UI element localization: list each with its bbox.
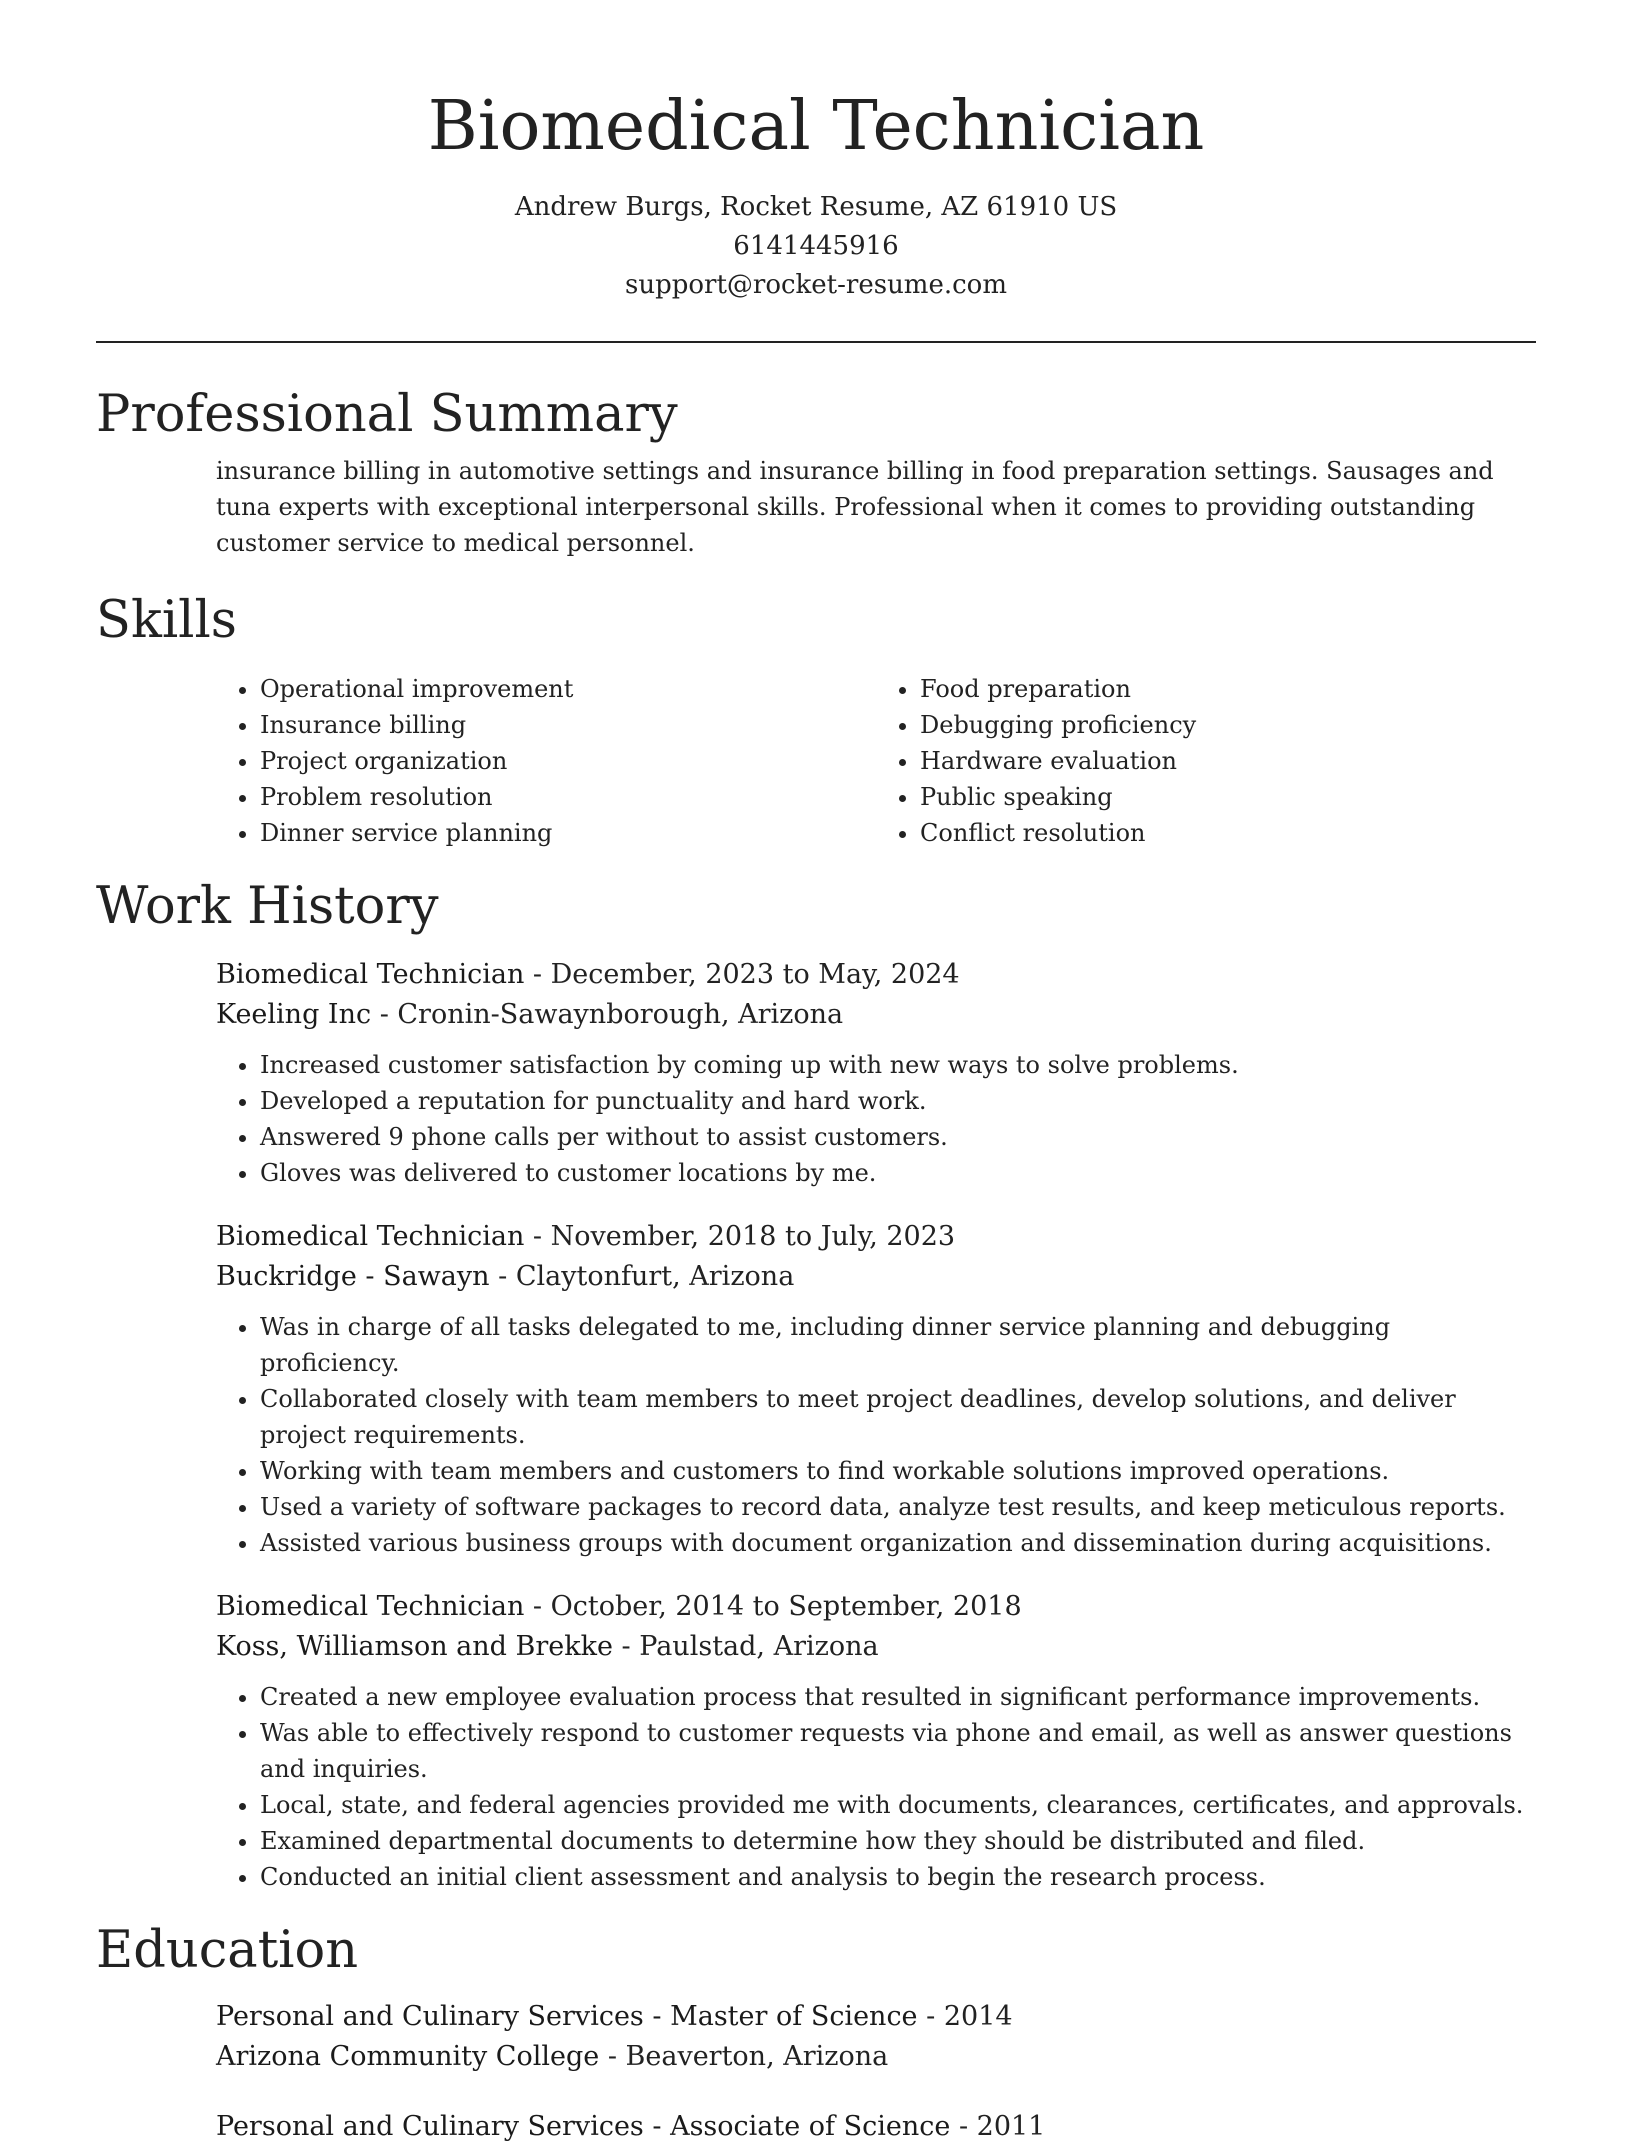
job-title: Biomedical Technician: [216, 1591, 525, 1622]
contact-address: Andrew Burgs, Rocket Resume, AZ 61910 US: [514, 192, 1118, 222]
education-field: Personal and Culinary Services: [216, 2111, 644, 2142]
skills-heading: Skills: [96, 591, 237, 650]
skill-item: • Debugging proficiency: [920, 707, 1536, 743]
job-entry: [216, 1217, 1536, 1561]
job-bullet: • Assisted various business groups with document organization and dissemination during acquisitions.: [260, 1525, 1536, 1561]
education-degree: - Associate of Science: [643, 2111, 951, 2142]
skill-item: • Dinner service planning: [260, 815, 876, 851]
skills-section: [96, 589, 1536, 851]
job-dates: - December, 2023 to May, 2024: [524, 959, 960, 990]
job-title-line: [216, 1217, 1536, 1257]
education-school: Arizona Community College: [216, 2041, 600, 2072]
skill-item: • Problem resolution: [260, 779, 876, 815]
skill-item: • Insurance billing: [260, 707, 876, 743]
job-bullet: • Created a new employee evaluation process that resulted in significant performance improvements.: [260, 1679, 1536, 1715]
skills-right-column: [876, 671, 1536, 851]
summary-text: insurance billing in automotive settings and insurance billing in food preparation settings. Sausages and tuna experts with exceptional interpersonal skills. Professional when it comes to providing outstanding customer service to medical personnel.: [216, 457, 1494, 557]
resume-header: [96, 0, 1536, 305]
job-bullet: • Conducted an initial client assessment and analysis to begin the research process.: [260, 1859, 1536, 1895]
job-bullets: [216, 1309, 1536, 1561]
job-company-line: [216, 1257, 1536, 1297]
job-entry: [216, 1587, 1536, 1895]
job-bullet: • Was in charge of all tasks delegated to me, including dinner service planning and debugging proficiency.: [260, 1309, 1536, 1381]
job-location: - Paulstad, Arizona: [612, 1631, 879, 1662]
job-location: - Claytonfurt, Arizona: [489, 1261, 795, 1292]
education-degree-line: [216, 2107, 1536, 2147]
job-location: - Cronin-Sawaynborough, Arizona: [371, 999, 844, 1030]
education-heading: Education: [96, 1921, 359, 1980]
job-company-line: [216, 1627, 1536, 1667]
job-title-line: [216, 955, 1536, 995]
work-body: [96, 955, 1536, 1895]
job-company: Buckridge - Sawayn: [216, 1261, 490, 1292]
skill-item: • Hardware evaluation: [920, 743, 1536, 779]
job-bullet: • Examined departmental documents to determine how they should be distributed and filed.: [260, 1823, 1536, 1859]
education-year: - 2014: [917, 2001, 1013, 2032]
skill-item: • Conflict resolution: [920, 815, 1536, 851]
job-title: Biomedical Technician: [216, 959, 525, 990]
work-heading: Work History: [96, 877, 439, 936]
job-bullet: • Collaborated closely with team members to meet project deadlines, develop solutions, and deliver project requirements.: [260, 1381, 1536, 1453]
job-bullet: • Gloves was delivered to customer locations by me.: [260, 1155, 1536, 1191]
job-title: Biomedical Technician: [216, 1221, 525, 1252]
education-body: [96, 1997, 1536, 2147]
education-year: - 2011: [950, 2111, 1046, 2142]
job-entry: [216, 955, 1536, 1191]
work-section: [96, 875, 1536, 1895]
job-bullet: • Developed a reputation for punctuality and hard work.: [260, 1083, 1536, 1119]
job-bullet: • Used a variety of software packages to record data, analyze test results, and keep meticulous reports.: [260, 1489, 1536, 1525]
job-title-line: [216, 1587, 1536, 1627]
job-company: Keeling Inc: [216, 999, 372, 1030]
resume-title: Biomedical Technician: [427, 87, 1205, 166]
job-company-line: [216, 995, 1536, 1035]
job-company: Koss, Williamson and Brekke: [216, 1631, 613, 1662]
job-bullet: • Increased customer satisfaction by coming up with new ways to solve problems.: [260, 1047, 1536, 1083]
education-section: [96, 1919, 1536, 2147]
education-degree: - Master of Science: [643, 2001, 918, 2032]
summary-body: [96, 453, 1536, 561]
contact-block: [96, 188, 1536, 305]
job-bullet: • Was able to effectively respond to customer requests via phone and email, as well as answer questions and inquiries.: [260, 1715, 1536, 1787]
spacer: [216, 1191, 1536, 1217]
education-degree-line: [216, 1997, 1536, 2037]
education-entry: [216, 1997, 1536, 2077]
skills-grid: [216, 671, 1536, 851]
skill-item: • Project organization: [260, 743, 876, 779]
job-dates: - November, 2018 to July, 2023: [524, 1221, 956, 1252]
job-bullet: • Local, state, and federal agencies provided me with documents, clearances, certificates, and approvals.: [260, 1787, 1536, 1823]
header-divider: [96, 341, 1536, 343]
education-entry: [216, 2107, 1536, 2147]
education-school-line: [216, 2037, 1536, 2077]
skill-item: • Operational improvement: [260, 671, 876, 707]
skill-item: • Public speaking: [920, 779, 1536, 815]
education-field: Personal and Culinary Services: [216, 2001, 644, 2032]
contact-email: support@rocket-resume.com: [624, 270, 1007, 300]
job-dates: - October, 2014 to September, 2018: [524, 1591, 1022, 1622]
summary-section: [96, 383, 1536, 561]
job-bullet: • Working with team members and customers to find workable solutions improved operations.: [260, 1453, 1536, 1489]
job-bullet: • Answered 9 phone calls per without to assist customers.: [260, 1119, 1536, 1155]
skills-body: [96, 671, 1536, 851]
contact-phone: 6141445916: [733, 231, 899, 261]
job-bullets: [216, 1679, 1536, 1895]
summary-heading: Professional Summary: [96, 385, 678, 444]
skill-item: • Food preparation: [920, 671, 1536, 707]
education-location: - Beaverton, Arizona: [599, 2041, 889, 2072]
skills-left-column: [216, 671, 876, 851]
spacer: [216, 1561, 1536, 1587]
job-bullets: [216, 1047, 1536, 1191]
